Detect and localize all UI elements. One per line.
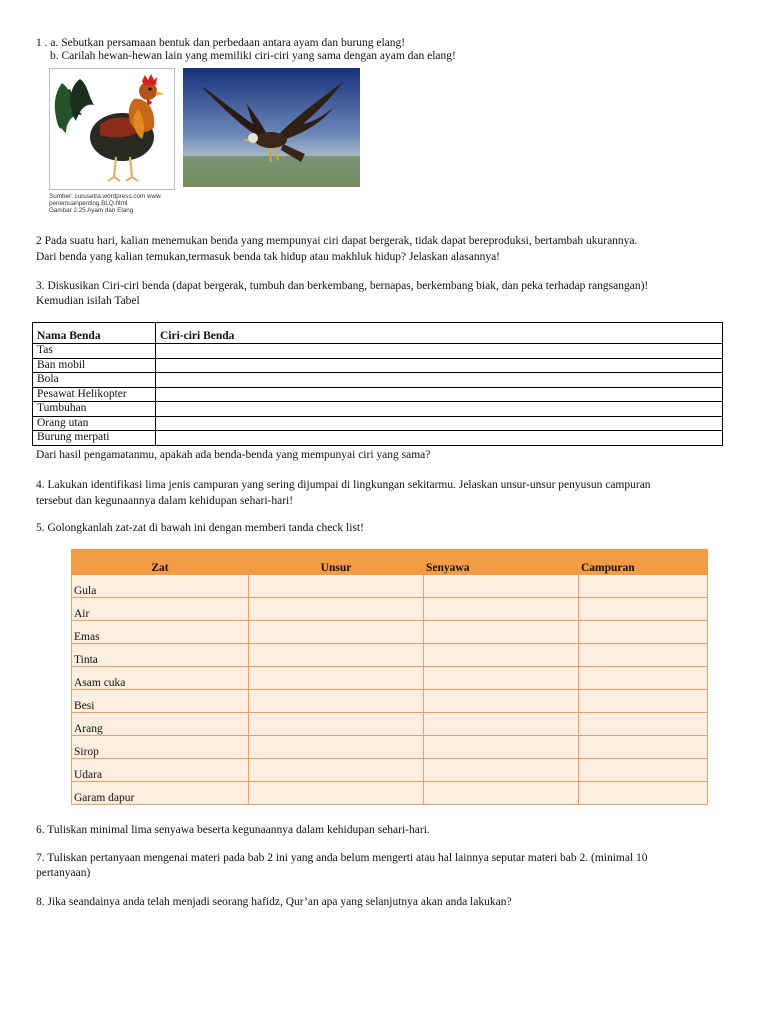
checkbox-cell[interactable] — [579, 782, 708, 805]
table-cell: Gula — [72, 575, 249, 598]
table-row — [72, 759, 708, 782]
checkbox-cell[interactable] — [424, 736, 579, 759]
checkbox-cell[interactable] — [579, 690, 708, 713]
checkbox-cell[interactable] — [579, 713, 708, 736]
table-cell-empty[interactable] — [156, 344, 723, 359]
table-cell-empty[interactable] — [156, 373, 723, 388]
table-cell: Ban mobil — [33, 358, 156, 373]
checkbox-cell[interactable] — [579, 667, 708, 690]
table-cell-empty[interactable] — [156, 402, 723, 417]
table-row — [72, 598, 708, 621]
question-3-followup: Dari hasil pengamatanmu, apakah ada benda-benda yang mempunyai ciri yang sama? — [36, 449, 431, 461]
checkbox-cell[interactable] — [249, 690, 424, 713]
question-6: 6. Tuliskan minimal lima senyawa beserta kegunaannya dalam kehidupan sehari-hari. — [36, 824, 430, 836]
checkbox-cell[interactable] — [579, 644, 708, 667]
checkbox-cell[interactable] — [424, 621, 579, 644]
header-nama-benda: Nama Benda — [33, 323, 156, 344]
checkbox-cell[interactable] — [249, 782, 424, 805]
header-ciri-benda: Ciri-ciri Benda — [156, 323, 723, 344]
question-4-line-2: tersebut dan kegunaannya dalam kehidupan sehari-hari! — [36, 495, 294, 507]
table-row — [33, 402, 723, 417]
checkbox-cell[interactable] — [579, 621, 708, 644]
table-cell: Orang utan — [33, 416, 156, 431]
table-row — [72, 644, 708, 667]
table-cell: Tinta — [72, 644, 249, 667]
table-header-row — [33, 323, 723, 344]
question-3-line-1: 3. Diskusikan Ciri-ciri benda (dapat bergerak, tumbuh dan berkembang, bernapas, berkembang biak, dan peka terhadap rangsangan)! — [36, 280, 649, 292]
figure-caption: Gambar 2.25 Ayam dan Elang — [49, 207, 134, 214]
table-cell: Tas — [33, 344, 156, 359]
table-header-row — [72, 550, 708, 575]
header-campuran: Campuran — [579, 550, 708, 575]
checkbox-cell[interactable] — [424, 667, 579, 690]
table-row — [33, 373, 723, 388]
table-cell-empty[interactable] — [156, 431, 723, 446]
checkbox-cell[interactable] — [249, 644, 424, 667]
question-2-line-1: 2 Pada suatu hari, kalian menemukan benda yang mempunyai ciri dapat bergerak, tidak dapat bereproduksi, bertambah ukurannya. — [36, 235, 638, 247]
table-cell: Sirop — [72, 736, 249, 759]
checkbox-cell[interactable] — [249, 598, 424, 621]
table-cell: Tumbuhan — [33, 402, 156, 417]
checkbox-cell[interactable] — [579, 598, 708, 621]
eagle-image — [183, 68, 360, 187]
table-cell: Air — [72, 598, 249, 621]
checkbox-cell[interactable] — [424, 598, 579, 621]
table-row — [72, 667, 708, 690]
table-row — [33, 344, 723, 359]
checkbox-cell[interactable] — [424, 713, 579, 736]
table-cell-empty[interactable] — [156, 358, 723, 373]
table-row — [33, 431, 723, 446]
zat-classification-table — [71, 549, 708, 805]
ciri-benda-table — [32, 322, 723, 446]
table-row — [33, 416, 723, 431]
table-cell: Emas — [72, 621, 249, 644]
checkbox-cell[interactable] — [424, 782, 579, 805]
checkbox-cell[interactable] — [249, 621, 424, 644]
question-5: 5. Golongkanlah zat-zat di bawah ini dengan memberi tanda check list! — [36, 522, 364, 534]
question-4-line-1: 4. Lakukan identifikasi lima jenis campuran yang sering dijumpai di lingkungan sekitarmu. Jelaskan unsur-unsur penyusun campuran — [36, 479, 651, 491]
source-line: Sumber: curusetra.wordpress.com www. — [49, 193, 163, 200]
image-source-caption — [49, 193, 162, 214]
header-zat: Zat — [72, 550, 249, 575]
question-1b: b. Carilah hewan-hewan lain yang memiliki ciri-ciri yang sama dengan ayam dan elang! — [50, 50, 456, 62]
checkbox-cell[interactable] — [249, 713, 424, 736]
table-cell: Burung merpati — [33, 431, 156, 446]
checkbox-cell[interactable] — [579, 759, 708, 782]
table-cell: Asam cuka — [72, 667, 249, 690]
checkbox-cell[interactable] — [249, 575, 424, 598]
table-cell: Pesawat Helikopter — [33, 387, 156, 402]
question-7-line-2: pertanyaan) — [36, 867, 91, 879]
checkbox-cell[interactable] — [579, 575, 708, 598]
question-8: 8. Jika seandainya anda telah menjadi seorang hafidz, Qur’an apa yang selanjutnya akan anda lakukan? — [36, 896, 512, 908]
checkbox-cell[interactable] — [424, 644, 579, 667]
checkbox-cell[interactable] — [249, 736, 424, 759]
header-senyawa: Senyawa — [424, 550, 579, 575]
source-line: penemuanpenting.BLQ.html — [49, 200, 128, 207]
question-2-line-2: Dari benda yang kalian temukan,termasuk benda tak hidup atau makhluk hidup? Jelaskan alasannya! — [36, 251, 500, 263]
table-cell: Besi — [72, 690, 249, 713]
table-row — [72, 782, 708, 805]
checkbox-cell[interactable] — [424, 759, 579, 782]
table-cell: Bola — [33, 373, 156, 388]
question-1a: 1 . a. Sebutkan persamaan bentuk dan perbedaan antara ayam dan burung elang! — [36, 37, 406, 49]
table-cell: Garam dapur — [72, 782, 249, 805]
table-row — [72, 621, 708, 644]
table-row — [33, 358, 723, 373]
checkbox-cell[interactable] — [249, 667, 424, 690]
table-row — [72, 575, 708, 598]
rooster-image — [49, 68, 175, 190]
checkbox-cell[interactable] — [424, 575, 579, 598]
table-cell-empty[interactable] — [156, 387, 723, 402]
table-cell: Udara — [72, 759, 249, 782]
question-3-line-2: Kemudian isilah Tabel — [36, 295, 140, 307]
table-row — [72, 690, 708, 713]
table-row — [33, 387, 723, 402]
checkbox-cell[interactable] — [249, 759, 424, 782]
table-row — [72, 713, 708, 736]
question-7-line-1: 7. Tuliskan pertanyaan mengenai materi pada bab 2 ini yang anda belum mengerti atau hal lainnya seputar materi bab 2. (minimal 10 — [36, 852, 648, 864]
checkbox-cell[interactable] — [424, 690, 579, 713]
table-cell-empty[interactable] — [156, 416, 723, 431]
checkbox-cell[interactable] — [579, 736, 708, 759]
header-unsur: Unsur — [249, 550, 424, 575]
table-row — [72, 736, 708, 759]
table-cell: Arang — [72, 713, 249, 736]
